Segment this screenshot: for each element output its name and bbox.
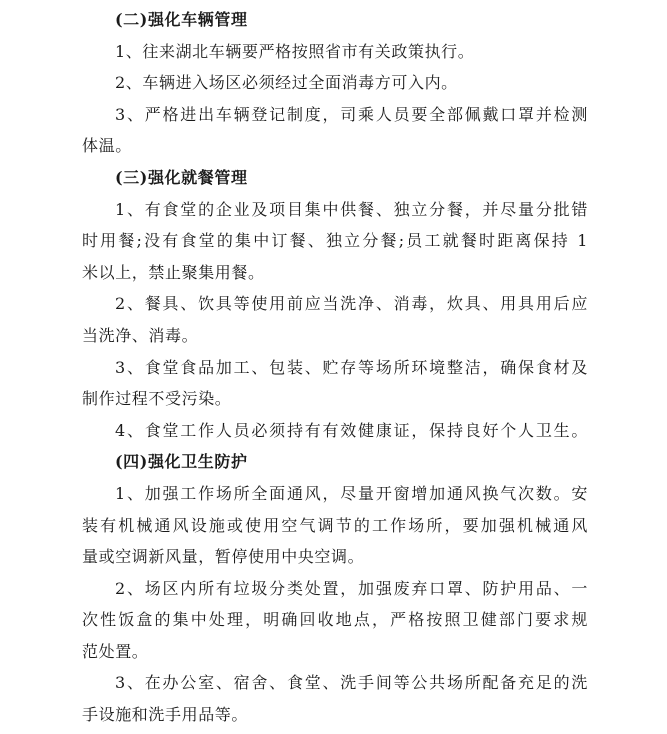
paragraph-line: 1、往来湖北车辆要严格按照省市有关政策执行。	[115, 41, 475, 61]
paragraph-line: 米以上，禁止聚集用餐。	[82, 262, 265, 282]
document-page	[82, 4, 588, 731]
paragraph-line: 体温。	[82, 136, 132, 156]
paragraph-line: 3、严格进出车辆登记制度，司乘人员要全部佩戴口罩并检测	[115, 104, 588, 124]
paragraph-line: 2、车辆进入场区必须经过全面消毒方可入内。	[115, 73, 458, 93]
section-heading: (三)强化就餐管理	[115, 167, 248, 187]
section-heading: (二)强化车辆管理	[115, 10, 248, 29]
paragraph-line: 当洗净、消毒。	[82, 325, 199, 345]
paragraph-line: 3、在办公室、宿舍、食堂、洗手间等公共场所配备充足的洗	[115, 673, 588, 693]
paragraph-line: 手设施和洗手用品等。	[82, 705, 249, 725]
paragraph-line: 2、场区内所有垃圾分类处置，加强废弃口罩、防护用品、一	[115, 578, 588, 598]
paragraph-line: 2、餐具、饮具等使用前应当洗净、消毒，炊具、用具用后应	[115, 294, 588, 314]
paragraph-line: 3、食堂食品加工、包装、贮存等场所环境整洁，确保食材及	[115, 357, 588, 377]
paragraph-line: 次性饭盒的集中处理，明确回收地点，严格按照卫健部门要求规	[82, 610, 588, 630]
paragraph-line: 4、食堂工作人员必须持有有效健康证，保持良好个人卫生。	[115, 420, 588, 440]
paragraph-line: 时用餐;没有食堂的集中订餐、独立分餐;员工就餐时距离保持 1	[82, 231, 588, 251]
paragraph-line: 制作过程不受污染。	[82, 389, 232, 409]
paragraph-line: 量或空调新风量，暂停使用中央空调。	[82, 547, 365, 567]
paragraph-line: 1、加强工作场所全面通风，尽量开窗增加通风换气次数。安	[115, 483, 588, 503]
paragraph-line: 装有机械通风设施或使用空气调节的工作场所，要加强机械通风	[82, 515, 588, 535]
paragraph-line: 1、有食堂的企业及项目集中供餐、独立分餐，并尽量分批错	[115, 199, 588, 219]
paragraph-line: 范处置。	[82, 641, 149, 661]
section-heading: (四)强化卫生防护	[115, 452, 248, 472]
